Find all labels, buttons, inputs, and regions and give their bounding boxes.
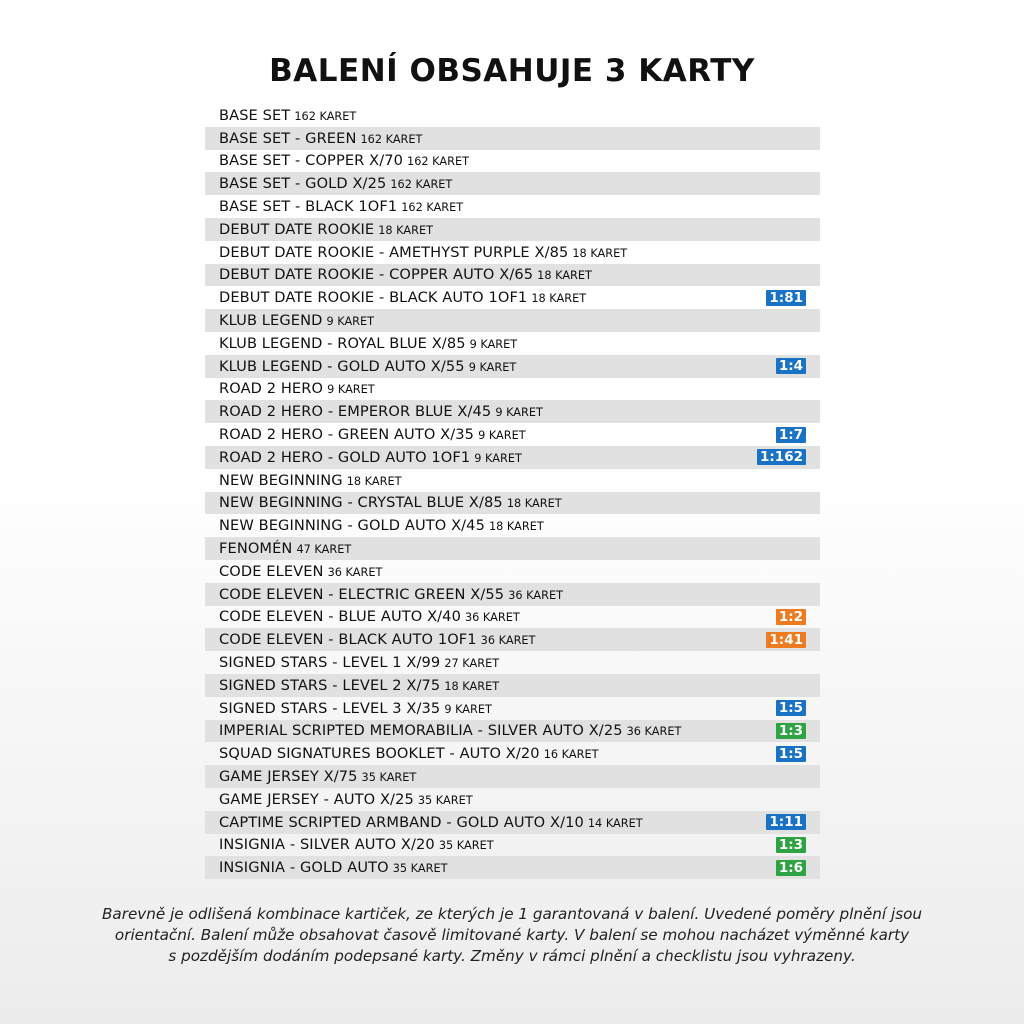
checklist-row (205, 560, 820, 583)
card-set-name: CODE ELEVEN - ELECTRIC GREEN X/55 (219, 585, 505, 603)
disclaimer-line: orientační. Balení může obsahovat časově limitované karty. V balení se mohou nacházet výměnné karty (114, 926, 910, 944)
checklist-row (205, 720, 820, 743)
card-count: 18 KARET (488, 520, 544, 534)
pull-ratio-badge: 1:3 (776, 723, 806, 739)
card-set-name: GAME JERSEY X/75 (219, 768, 358, 785)
checklist-row (205, 355, 820, 378)
checklist-row (205, 400, 820, 423)
card-count: 18 KARET (506, 497, 562, 511)
card-set-name: SIGNED STARS - LEVEL 2 X/75 (219, 676, 441, 694)
card-set-name: CAPTIME SCRIPTED ARMBAND - GOLD AUTO X/10 (219, 813, 584, 831)
pull-ratio-badge: 1:3 (776, 837, 806, 853)
card-count: 18 KARET (531, 292, 587, 306)
checklist-row (205, 423, 820, 446)
checklist-row (205, 218, 820, 241)
checklist-row (205, 172, 820, 195)
card-set-name: FENOMÉN (219, 540, 293, 558)
card-count: 18 KARET (378, 223, 434, 237)
card-count: 27 KARET (444, 657, 500, 671)
card-count: 162 KARET (407, 155, 470, 169)
card-set-name: SIGNED STARS - LEVEL 3 X/35 (219, 699, 441, 717)
card-set-name: INSIGNIA - GOLD AUTO (219, 859, 389, 877)
card-count: 9 KARET (326, 315, 375, 329)
card-set-name: NEW BEGINNING (219, 471, 343, 489)
checklist-row (205, 150, 820, 173)
checklist-row (205, 788, 820, 811)
card-set-name: BASE SET - BLACK 1OF1 (219, 198, 398, 216)
disclaimer-line: s pozdějším dodáním podepsané karty. Změny v rámci plnění a checklistu jsou vyhrazeny. (168, 947, 856, 965)
card-set-name: DEBUT DATE ROOKIE - AMETHYST PURPLE X/85 (219, 243, 569, 261)
card-count: 9 KARET (444, 702, 492, 716)
card-count: 18 KARET (537, 269, 592, 283)
checklist-row (205, 583, 820, 606)
card-set-name: BASE SET (219, 106, 291, 124)
card-set-name: KLUB LEGEND - GOLD AUTO X/55 (219, 357, 465, 375)
checklist-row (205, 628, 820, 651)
pull-ratio-badge: 1:2 (776, 609, 806, 625)
checklist-row (205, 492, 820, 515)
pull-ratio-badge: 1:7 (776, 427, 806, 443)
card-count: 9 KARET (469, 337, 518, 351)
card-set-name: IMPERIAL SCRIPTED MEMORABILIA - SILVER AUTO X/25 (219, 722, 623, 740)
card-set-name: ROAD 2 HERO (219, 380, 324, 398)
card-set-name: DEBUT DATE ROOKIE - BLACK AUTO 1OF1 (219, 289, 528, 307)
card-count: 35 KARET (438, 839, 494, 853)
card-set-name: BASE SET - GREEN (219, 129, 357, 147)
card-count: 9 KARET (468, 360, 517, 374)
card-count: 35 KARET (361, 771, 417, 784)
card-set-name: ROAD 2 HERO - GREEN AUTO X/35 (219, 426, 475, 444)
card-set-name: SQUAD SIGNATURES BOOKLET - AUTO X/20 (219, 745, 540, 763)
card-count: 36 KARET (626, 725, 682, 739)
card-set-name: NEW BEGINNING - CRYSTAL BLUE X/85 (219, 494, 503, 512)
card-set-name: KLUB LEGEND - ROYAL BLUE X/85 (219, 334, 466, 352)
checklist-row (205, 378, 820, 401)
checklist-row (205, 264, 820, 287)
card-set-name: DEBUT DATE ROOKIE - COPPER AUTO X/65 (219, 266, 534, 284)
card-count: 9 KARET (478, 429, 526, 443)
card-count: 47 KARET (296, 543, 352, 557)
checklist-row (205, 469, 820, 492)
card-set-name: CODE ELEVEN (219, 562, 324, 580)
checklist-row (205, 697, 820, 720)
checklist-row (205, 309, 820, 332)
checklist-row (205, 104, 820, 127)
checklist-row (205, 127, 820, 150)
checklist-row (205, 241, 820, 264)
disclaimer-note (0, 904, 1024, 967)
disclaimer-line: Barevně je odlišená kombinace kartiček, ze kterých je 1 garantovaná v balení. Uvedené poměry plnění jsou (101, 905, 923, 923)
checklist-row (205, 856, 820, 879)
card-set-name: ROAD 2 HERO - GOLD AUTO 1OF1 (219, 448, 471, 466)
card-count: 36 KARET (480, 634, 536, 648)
pull-ratio-badge: 1:11 (766, 814, 806, 830)
checklist-row (205, 765, 820, 788)
card-count: 35 KARET (392, 862, 448, 876)
card-count: 162 KARET (360, 132, 423, 146)
card-count: 162 KARET (401, 201, 464, 215)
card-set-name: BASE SET - GOLD X/25 (219, 175, 387, 193)
checklist-row (205, 811, 820, 834)
checklist-row (205, 446, 820, 469)
checklist-table (205, 104, 820, 879)
card-set-name: CODE ELEVEN - BLUE AUTO X/40 (219, 608, 461, 626)
card-set-name: ROAD 2 HERO - EMPEROR BLUE X/45 (219, 403, 492, 421)
pull-ratio-badge: 1:5 (776, 746, 806, 762)
checklist-row (205, 286, 820, 309)
card-set-name: SIGNED STARS - LEVEL 1 X/99 (219, 654, 441, 672)
card-count: 9 KARET (474, 451, 522, 465)
card-set-name: BASE SET - COPPER X/70 (219, 152, 404, 170)
checklist-row (205, 834, 820, 857)
pull-ratio-badge: 1:4 (776, 358, 806, 374)
card-count: 16 KARET (543, 748, 599, 762)
card-set-name: KLUB LEGEND (219, 312, 323, 330)
checklist-row (205, 332, 820, 355)
card-count: 36 KARET (464, 611, 520, 625)
card-set-name: CODE ELEVEN - BLACK AUTO 1OF1 (219, 631, 477, 649)
card-count: 36 KARET (327, 565, 383, 579)
card-count: 162 KARET (390, 178, 453, 192)
card-set-name: DEBUT DATE ROOKIE (219, 220, 375, 238)
pull-ratio-badge: 1:41 (766, 632, 806, 648)
card-count: 14 KARET (587, 816, 643, 830)
pull-ratio-badge: 1:6 (776, 860, 806, 876)
checklist-row (205, 537, 820, 560)
card-set-name: NEW BEGINNING - GOLD AUTO X/45 (219, 517, 485, 535)
card-count: 162 KARET (294, 109, 357, 123)
card-count: 36 KARET (508, 588, 563, 602)
checklist-row (205, 606, 820, 629)
card-count: 35 KARET (417, 793, 473, 807)
pull-ratio-badge: 1:162 (757, 449, 806, 465)
card-count: 18 KARET (444, 679, 500, 693)
card-set-name: GAME JERSEY - AUTO X/25 (219, 790, 414, 808)
card-count: 18 KARET (346, 474, 402, 488)
checklist-row (205, 742, 820, 765)
card-set-name: INSIGNIA - SILVER AUTO X/20 (219, 836, 435, 854)
card-count: 18 KARET (572, 246, 628, 260)
checklist-row (205, 651, 820, 674)
checklist-row (205, 674, 820, 697)
card-count: 9 KARET (327, 383, 375, 397)
card-count: 9 KARET (495, 406, 543, 420)
checklist-row (205, 195, 820, 218)
pull-ratio-badge: 1:81 (766, 290, 806, 306)
pull-ratio-badge: 1:5 (776, 700, 806, 716)
page-title: BALENÍ OBSAHUJE 3 KARTY (269, 53, 755, 89)
checklist-row (205, 514, 820, 537)
